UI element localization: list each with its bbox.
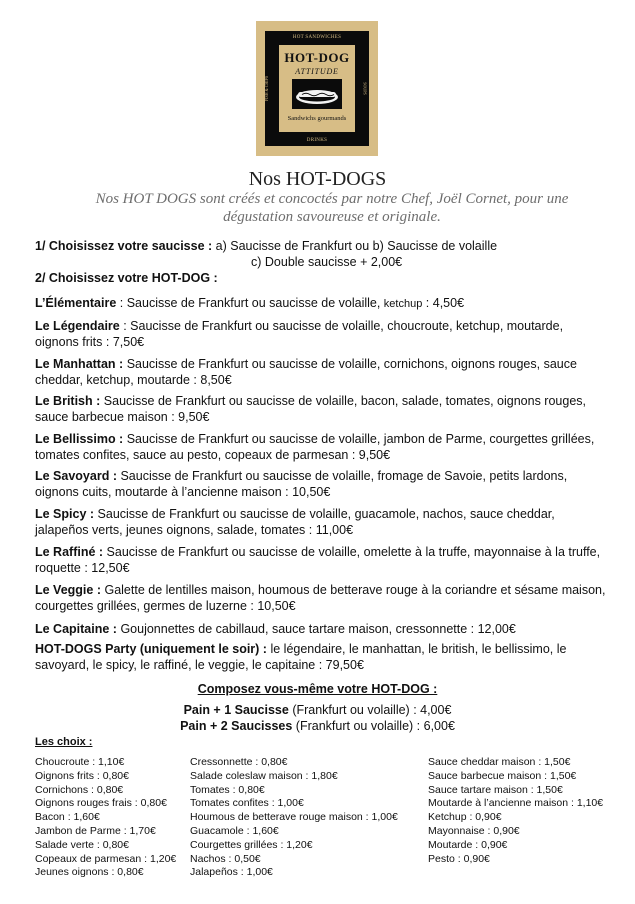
item-desc: Saucisse de Frankfurt ou saucisse de volaille, fromage de Savoie, petits lardons, oignons cuits, moutarde à l’ancienne maison : 10,50€ (35, 469, 568, 499)
choices-column-2 (190, 756, 398, 880)
choice-item: Tomates : 0,80€ (190, 783, 265, 796)
item-name: Le Veggie : (35, 583, 101, 597)
step-2 (35, 270, 218, 286)
choices-column-1 (35, 756, 176, 880)
choice-item: Cornichons : 0,80€ (35, 783, 124, 796)
item-name: Le Manhattan : (35, 357, 124, 371)
choice-item: Oignons frits : 0,80€ (35, 769, 129, 782)
compose-option-1-label: Pain + 1 Saucisse (183, 703, 289, 717)
item-desc: Galette de lentilles maison, houmous de betterave rouge à la coriandre et sésame maison, courgettes grillées, germes de luzerne : 10,50€ (35, 583, 606, 613)
item-desc: Saucisse de Frankfurt ou saucisse de volaille, omelette à la truffe, mayonnaise à la truffe, roquette : 12,50€ (35, 545, 601, 575)
compose-option-2-label: Pain + 2 Saucisses (180, 719, 293, 733)
item-desc: Saucisse de Frankfurt ou saucisse de volaille, guacamole, nachos, sauce cheddar, jalapeños verts, jeunes oignons, salade, tomates : 11,00€ (35, 507, 555, 537)
item-name: L’Élémentaire (35, 296, 117, 310)
choice-item: Houmous de betterave rouge maison : 1,00€ (190, 811, 398, 824)
menu-item-spicy (35, 506, 610, 538)
item-desc: le légendaire, le manhattan, le british, le bellissimo, le savoyard, le spicy, le raffiné, le veggie, le capitaine : 79,50€ (35, 642, 567, 672)
item-name: Le British : (35, 394, 101, 408)
menu-item-bellissimo (35, 431, 610, 463)
choice-item: Nachos : 0,50€ (190, 852, 261, 865)
step-1-options: a) Saucisse de Frankfurt ou b) Saucisse de volaille (215, 239, 498, 253)
item-desc: Saucisse de Frankfurt ou saucisse de volaille, (126, 296, 384, 310)
choice-item: Moutarde : 0,90€ (428, 838, 508, 851)
choice-item: Moutarde à l’ancienne maison : 1,10€ (428, 797, 604, 810)
logo-left-text: FISH & CHIPS (264, 75, 270, 102)
item-desc: Goujonnettes de cabillaud, sauce tartare maison, cressonnette : 12,00€ (120, 622, 516, 636)
choice-item: Sauce barbecue maison : 1,50€ (428, 769, 577, 782)
choice-item: Tomates confites : 1,00€ (190, 797, 304, 810)
item-name: Le Savoyard : (35, 469, 117, 483)
choice-item: Pesto : 0,90€ (428, 852, 490, 865)
choice-item: Ketchup : 0,90€ (428, 811, 502, 824)
step-2-label: 2/ Choisissez votre HOT-DOG : (35, 271, 218, 285)
item-name: Le Légendaire (35, 319, 120, 333)
menu-item-capitaine (35, 621, 610, 637)
choice-item: Jalapeños : 1,00€ (190, 866, 273, 879)
step-1 (35, 238, 497, 254)
logo-right-text: SOUPS (362, 82, 368, 95)
menu-item-veggie (35, 582, 610, 614)
compose-option-2 (0, 718, 635, 734)
item-name: Le Raffiné : (35, 545, 104, 559)
logo-bottom-text: DRINKS (306, 138, 328, 143)
choices-column-3 (428, 756, 603, 866)
item-name: Le Spicy : (35, 507, 95, 521)
step-1-label: 1/ Choisissez votre saucisse : (35, 239, 213, 253)
item-name: HOT-DOGS Party (uniquement le soir) : (35, 642, 267, 656)
logo-frame (265, 31, 369, 146)
choice-item: Sauce tartare maison : 1,50€ (428, 783, 563, 796)
item-name: Le Bellissimo : (35, 432, 124, 446)
menu-item-legendaire (35, 318, 610, 350)
hotdog-attitude-logo (256, 21, 378, 156)
step-1-option-c: c) Double saucisse + 2,00€ (251, 255, 403, 269)
item-desc: Saucisse de Frankfurt ou saucisse de volaille, cornichons, oignons rouges, sauce cheddar, ketchup, moutarde : 8,50€ (35, 357, 577, 387)
item-sep: : (119, 319, 131, 333)
choice-item: Sauce cheddar maison : 1,50€ (428, 756, 571, 768)
page-title: Nos HOT-DOGS (248, 168, 387, 190)
menu-item-british (35, 393, 610, 425)
item-desc: Saucisse de Frankfurt ou saucisse de volaille, bacon, salade, tomates, oignons rouges, sauce barbecue maison : 9,50€ (35, 394, 587, 424)
choice-item: Cressonnette : 0,80€ (190, 756, 288, 768)
logo-title: HOT-DOG (284, 50, 350, 65)
choice-item: Jeunes oignons : 0,80€ (35, 866, 144, 879)
compose-option-1 (0, 702, 635, 718)
menu-item-elementaire (35, 295, 610, 312)
item-desc: Saucisse de Frankfurt ou saucisse de volaille, jambon de Parme, courgettes grillées, tomates confites, sauce au pesto, copeaux de parmesan : 9,50€ (35, 432, 595, 462)
choice-item: Oignons rouges frais : 0,80€ (35, 797, 167, 810)
logo-tagline: Sandwichs gourmands (287, 115, 347, 122)
choice-item: Salade verte : 0,80€ (35, 838, 129, 851)
logo-panel (279, 45, 355, 132)
item-price: : 4,50€ (422, 296, 465, 310)
hotdog-icon (292, 79, 342, 109)
logo-subtitle: ATTITUDE (295, 67, 339, 76)
choice-item: Salade coleslaw maison : 1,80€ (190, 769, 338, 782)
intro-text: Nos HOT DOGS sont créés et concoctés par notre Chef, Joël Cornet, pour une dégustation savoureuse et originale. (95, 191, 569, 225)
menu-item-party (35, 641, 610, 673)
menu-item-savoyard (35, 468, 610, 500)
compose-option-1-detail: (Frankfurt ou volaille) : 4,00€ (288, 703, 452, 717)
item-desc: Saucisse de Frankfurt ou saucisse de volaille, choucroute, ketchup, moutarde, oignons frits : 7,50€ (35, 319, 564, 349)
menu-item-manhattan (35, 356, 610, 388)
logo-top-text: HOT SANDWICHES (292, 35, 342, 40)
choice-item: Mayonnaise : 0,90€ (428, 824, 520, 837)
menu-item-raffine (35, 544, 610, 576)
choices-title: Les choix : (35, 736, 93, 748)
choice-item: Choucroute : 1,10€ (35, 756, 125, 768)
choice-item: Guacamole : 1,60€ (190, 824, 279, 837)
choice-item: Courgettes grillées : 1,20€ (190, 838, 313, 851)
choice-item: Jambon de Parme : 1,70€ (35, 824, 156, 837)
compose-title: Composez vous-même votre HOT-DOG : (197, 682, 438, 696)
item-sep: : (116, 296, 127, 310)
compose-option-2-detail: (Frankfurt ou volaille) : 6,00€ (292, 719, 455, 733)
choice-item: Bacon : 1,60€ (35, 811, 100, 824)
item-name: Le Capitaine : (35, 622, 117, 636)
item-desc-ketchup: ketchup (383, 298, 423, 310)
choice-item: Copeaux de parmesan : 1,20€ (35, 852, 177, 865)
